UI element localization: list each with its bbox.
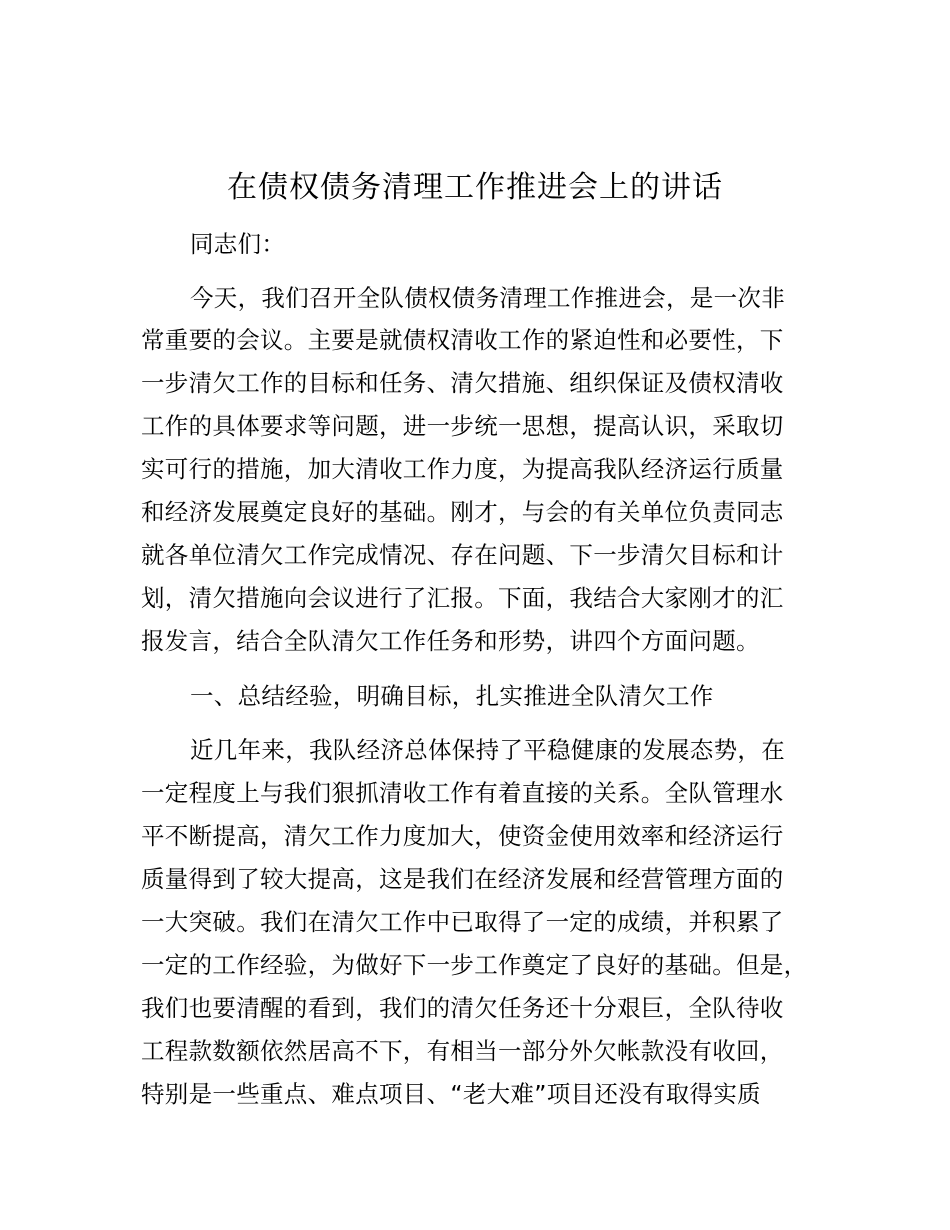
paragraph-line: 工程款数额依然居高不下，有相当一部分外欠帐款没有收回，: [141, 1037, 784, 1065]
paragraph-line: 划，清欠措施向会议进行了汇报。下面，我结合大家刚才的汇: [141, 584, 784, 612]
paragraph-line: 一大突破。我们在清欠工作中已取得了一定的成绩，并积累了: [141, 908, 784, 936]
paragraph-line: 工作的具体要求等问题，进一步统一思想，提高认识，采取切: [141, 412, 784, 440]
paragraph-line: 我们也要清醒的看到，我们的清欠任务还十分艰巨，全队待收: [141, 994, 784, 1022]
paragraph-line: 平不断提高，清欠工作力度加大，使资金使用效率和经济运行: [141, 822, 784, 850]
paragraph-line: 和经济发展奠定良好的基础。刚才，与会的有关单位负责同志: [141, 498, 784, 526]
paragraph-line: 质量得到了较大提高，这是我们在经济发展和经营管理方面的: [141, 865, 784, 893]
paragraph-line: 常重要的会议。主要是就债权清收工作的紧迫性和必要性，下: [141, 326, 784, 354]
paragraph-line: 一定程度上与我们狠抓清收工作有着直接的关系。全队管理水: [141, 779, 784, 807]
document-title: 在债权债务清理工作推进会上的讲话: [227, 170, 723, 205]
greeting: 同志们：: [190, 230, 286, 258]
section-heading: 一、总结经验，明确目标，扎实推进全队清欠工作: [190, 682, 714, 710]
paragraph-line: 实可行的措施，加大清收工作力度，为提高我队经济运行质量: [141, 455, 784, 483]
paragraph-line: 一步清欠工作的目标和任务、清欠措施、组织保证及债权清收: [141, 369, 784, 397]
paragraph-line: 就各单位清欠工作完成情况、存在问题、下一步清欠目标和计: [141, 541, 784, 569]
paragraph-line: 一定的工作经验，为做好下一步工作奠定了良好的基础。但是，: [141, 951, 808, 979]
paragraph-line: 报发言，结合全队清欠工作任务和形势，讲四个方面问题。: [141, 627, 760, 655]
paragraph-line: 近几年来，我队经济总体保持了平稳健康的发展态势，在: [190, 736, 785, 764]
paragraph-line: 特别是一些重点、难点项目、“老大难”项目还没有取得实质: [141, 1080, 761, 1108]
paragraph-line: 今天，我们召开全队债权债务清理工作推进会，是一次非: [190, 284, 785, 312]
